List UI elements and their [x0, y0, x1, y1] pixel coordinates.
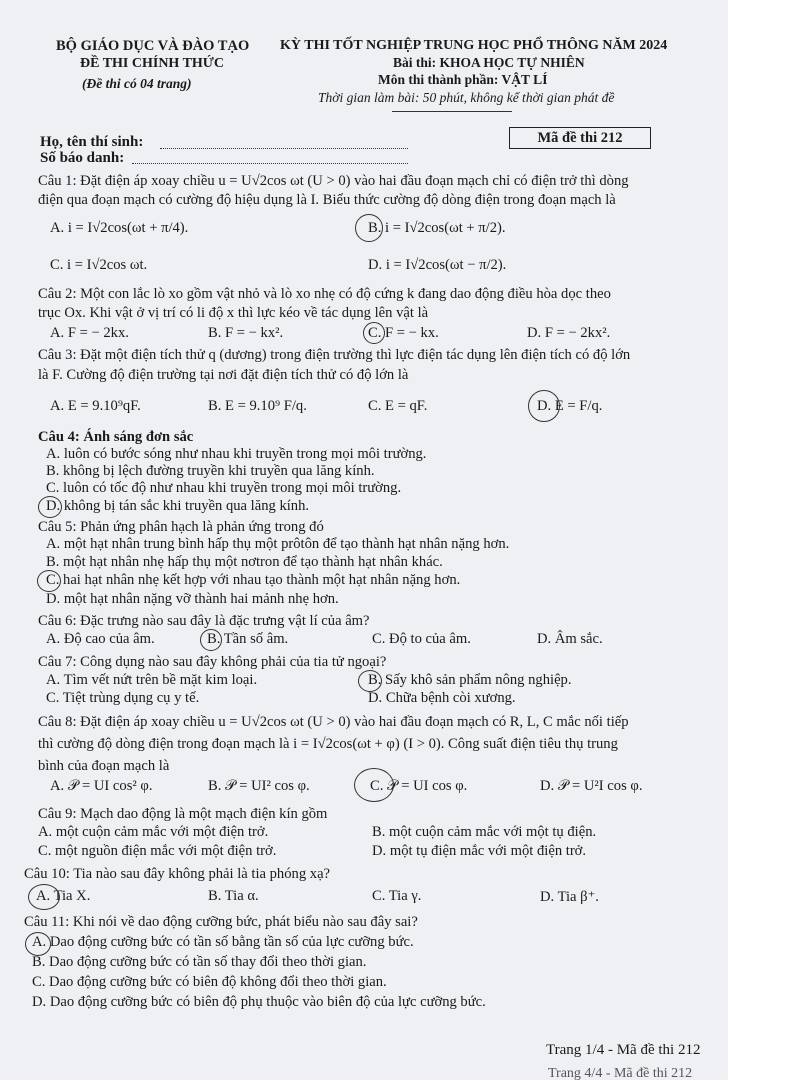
option-d: D. một hạt nhân nặng vỡ thành hai mảnh nhẹ hơn. — [46, 591, 339, 607]
option-c: C. Tiệt trùng dụng cụ y tế. — [46, 690, 200, 706]
answer-mark — [200, 629, 222, 651]
question-line: điện qua đoạn mạch có cường độ hiệu dụng là I. Biểu thức cường độ dòng điện trong đoạn mạch là — [38, 192, 616, 208]
option-c: C. Độ to của âm. — [372, 631, 471, 647]
option-c: C. hai hạt nhân nhẹ kết hợp với nhau tạo thành một hạt nhân nặng hơn. — [46, 572, 461, 588]
option-d: D. Âm sắc. — [537, 631, 603, 647]
option-d: D. Dao động cưỡng bức có biên độ phụ thuộc vào biên độ của lực cưỡng bức. — [32, 994, 486, 1010]
option-b: B. i = I√2cos(ωt + π/2). — [368, 220, 506, 236]
option-c: C. E = qF. — [368, 398, 428, 414]
option-b: B. Dao động cưỡng bức có tần số thay đổi theo thời gian. — [32, 954, 367, 970]
question-line: Câu 3: Đặt một điện tích thử q (dương) trong điện trường thì lực điện tác dụng lên điện tích có độ lớn — [38, 347, 631, 363]
exam-title: KỲ THI TỐT NGHIỆP TRUNG HỌC PHỔ THÔNG NĂM 2024 — [280, 38, 668, 53]
option-c: C. Tia γ. — [372, 888, 422, 904]
question-line: Câu 6: Đặc trưng nào sau đây là đặc trưng vật lí của âm? — [38, 613, 370, 629]
question-line: Câu 7: Công dụng nào sau đây không phải của tia tử ngoại? — [38, 654, 387, 670]
option-b: B. một hạt nhân nhẹ hấp thụ một nơtron để tạo thành hạt nhân khác. — [46, 554, 443, 570]
option-b: B. E = 9.10⁹ F/q. — [208, 398, 307, 414]
page-footer: Trang 1/4 - Mã đề thi 212 — [546, 1042, 701, 1058]
candidate-id-label: Số báo danh: — [40, 150, 125, 166]
option-b: B. Tần số âm. — [207, 631, 289, 647]
option-c: C. một nguồn điện mắc với một điện trở. — [38, 843, 277, 859]
option-c: C. Dao động cưỡng bức có biên độ không đổi theo thời gian. — [32, 974, 387, 990]
option-d: D. F = − 2kx². — [527, 325, 611, 341]
option-d: D. E = F/q. — [537, 398, 603, 414]
question-line: Câu 1: Đặt điện áp xoay chiều u = U√2cos ωt (U > 0) vào hai đầu đoạn mạch chỉ có điện trở thì dòng — [38, 173, 629, 189]
page-edge — [728, 0, 800, 1080]
answer-mark — [25, 932, 51, 956]
official-label: ĐỀ THI CHÍNH THỨC — [80, 56, 225, 71]
option-a: A. Tia X. — [36, 888, 91, 904]
question-line: Câu 4: Ánh sáng đơn sắc — [38, 429, 194, 445]
option-a: A. i = I√2cos(ωt + π/4). — [50, 220, 189, 236]
answer-mark — [528, 390, 560, 422]
option-c: C. 𝒫 = UI cos φ. — [370, 778, 468, 794]
option-a: A. một cuộn cảm mắc với một điện trở. — [38, 824, 269, 840]
question-line: Câu 9: Mạch dao động là một mạch điện kín gồm — [38, 806, 328, 822]
question-line: Câu 8: Đặt điện áp xoay chiều u = U√2cos ωt (U > 0) vào hai đầu đoạn mạch có R, L, C mắc nối tiếp — [38, 714, 629, 730]
subject-title: Môn thi thành phần: VẬT LÍ — [378, 72, 548, 87]
question-line: Câu 11: Khi nói về dao động cưỡng bức, phát biểu nào sau đây sai? — [24, 914, 418, 930]
question-line: Câu 5: Phản ứng phân hạch là phản ứng trong đó — [38, 519, 324, 535]
question-line: bình của đoạn mạch là — [38, 758, 170, 774]
question-line: Câu 2: Một con lắc lò xo gồm vật nhỏ và lò xo nhẹ có độ cứng k đang dao động điều hòa dọc theo — [38, 286, 611, 302]
answer-mark — [28, 884, 60, 910]
header-rule — [392, 111, 512, 112]
option-b: B. Tia α. — [208, 888, 259, 904]
option-a: A. luôn có bước sóng như nhau khi truyền trong mọi môi trường. — [46, 446, 427, 462]
answer-mark — [37, 570, 61, 592]
question-line: thì cường độ dòng điện trong đoạn mạch là i = I√2cos(ωt + φ) (I > 0). Công suất điện tiêu thụ trung — [38, 736, 618, 752]
option-b: B. F = − kx². — [208, 325, 284, 341]
option-b: B. không bị lệch đường truyền khi truyền qua lăng kính. — [46, 463, 375, 479]
option-c: C. luôn có tốc độ như nhau khi truyền trong mọi môi trường. — [46, 480, 402, 496]
option-b: B. 𝒫 = UI² cos φ. — [208, 778, 310, 794]
bleed-footer: Trang 4/4 - Mã đề thi 212 — [548, 1066, 693, 1081]
option-d: D. 𝒫 = U²I cos φ. — [540, 778, 643, 794]
candidate-id-field — [132, 163, 408, 164]
time-note: Thời gian làm bài: 50 phút, không kể thời gian phát đề — [318, 90, 615, 105]
answer-mark — [38, 496, 62, 518]
option-d: D. không bị tán sắc khi truyền qua lăng kính. — [46, 498, 310, 514]
option-a: A. 𝒫 = UI cos² φ. — [50, 778, 153, 794]
option-a: A. Dao động cưỡng bức có tần số bằng tần số của lực cưỡng bức. — [32, 934, 414, 950]
option-d: D. Chữa bệnh còi xương. — [368, 690, 516, 706]
pages-note: (Đề thi có 04 trang) — [82, 76, 192, 91]
option-a: A. E = 9.10⁹qF. — [50, 398, 141, 414]
paper-title: Bài thi: KHOA HỌC TỰ NHIÊN — [393, 55, 585, 70]
option-a: A. Độ cao của âm. — [46, 631, 155, 647]
question-line: Câu 10: Tia nào sau đây không phải là tia phóng xạ? — [24, 866, 331, 882]
answer-mark — [363, 322, 385, 344]
option-b: B. Sấy khô sản phẩm nông nghiệp. — [368, 672, 572, 688]
option-d: D. Tia β⁺. — [540, 889, 599, 905]
option-c: C. F = − kx. — [368, 325, 439, 341]
question-line: là F. Cường độ điện trường tại nơi đặt điện tích thử có độ lớn là — [38, 367, 409, 383]
option-c: C. i = I√2cos ωt. — [50, 257, 148, 273]
option-d: D. i = I√2cos(ωt − π/2). — [368, 257, 507, 273]
option-a: A. một hạt nhân trung bình hấp thụ một prôtôn để tạo thành hạt nhân nặng hơn. — [46, 536, 510, 552]
question-line: trục Ox. Khi vật ở vị trí có li độ x thì lực kéo về tác dụng lên vật là — [38, 305, 429, 321]
option-b: B. một cuộn cảm mắc với một tụ điện. — [372, 824, 597, 840]
answer-mark — [358, 670, 382, 692]
ministry-name: BỘ GIÁO DỤC VÀ ĐÀO TẠO — [56, 38, 250, 54]
option-a: A. Tìm vết nứt trên bề mặt kim loại. — [46, 672, 258, 688]
candidate-name-field — [160, 148, 408, 149]
option-a: A. F = − 2kx. — [50, 325, 129, 341]
answer-mark — [355, 214, 383, 242]
option-d: D. một tụ điện mắc với một điện trở. — [372, 843, 587, 859]
candidate-name-label: Họ, tên thí sinh: — [40, 134, 144, 150]
exam-code-box: Mã đề thi 212 — [509, 127, 651, 149]
answer-mark — [354, 768, 394, 802]
